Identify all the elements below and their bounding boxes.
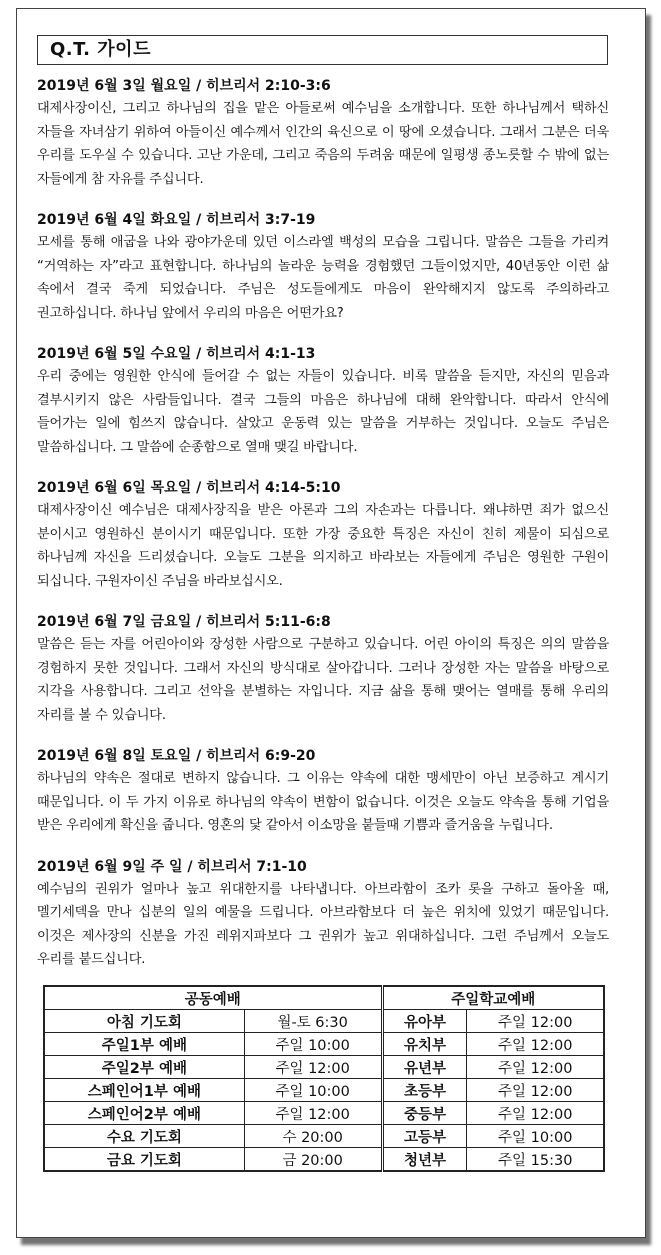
schedule-row bbox=[44, 1102, 604, 1125]
schedule-header-common: 공동예배 bbox=[44, 986, 382, 1010]
department-time: 주일 12:00 bbox=[467, 1079, 604, 1102]
qt-entry bbox=[37, 209, 609, 325]
service-time: 주일 12:00 bbox=[244, 1102, 382, 1125]
qt-entry-title: 2019년 6월 6일 목요일 / 히브리서 4:14-5:10 bbox=[37, 480, 341, 496]
qt-entry-title: 2019년 6월 4일 화요일 / 히브리서 3:7-19 bbox=[37, 212, 316, 228]
schedule-row bbox=[44, 1010, 604, 1033]
qt-entry-title: 2019년 6월 8일 토요일 / 히브리서 6:9-20 bbox=[37, 748, 316, 764]
schedule-row bbox=[44, 1056, 604, 1079]
qt-entry bbox=[37, 477, 609, 593]
department-name: 청년부 bbox=[382, 1148, 467, 1172]
department-name: 유아부 bbox=[382, 1010, 467, 1033]
service-time: 월-토 6:30 bbox=[244, 1010, 382, 1033]
department-time: 주일 15:30 bbox=[467, 1148, 604, 1172]
qt-entry-list bbox=[37, 75, 609, 990]
department-time: 주일 12:00 bbox=[467, 1033, 604, 1056]
department-time: 주일 10:00 bbox=[467, 1125, 604, 1148]
service-time: 주일 10:00 bbox=[244, 1079, 382, 1102]
department-name: 유치부 bbox=[382, 1033, 467, 1056]
service-name: 아침 기도회 bbox=[44, 1010, 244, 1033]
department-name: 초등부 bbox=[382, 1079, 467, 1102]
qt-entry-body: 하나님의 약속은 절대로 변하지 않습니다. 그 이유는 약속에 대한 맹세만이 아닌 보증하고 계시기 때문입니다. 이 두 가지 이유로 하나님의 약속이 변함이 없습니다. 이것은 오늘도 약속을 통해 기업을 받은 우리에게 확신을 줍니다. 영혼의 닻 같아서 이소망을 붙들때 기쁨과 즐거움을 누립니다. bbox=[37, 771, 609, 833]
service-name: 금요 기도회 bbox=[44, 1148, 244, 1172]
qt-entry-body: 예수님의 권위가 얼마나 높고 위대한지를 나타냅니다. 아브라함이 조카 롯을 구하고 돌아올 때, 멜기세덱을 만나 십분의 일의 예물을 드립니다. 아브라함보다 더 높은 위치에 있었기 때문입니다. 이것은 제사장의 신분을 가진 레위지파보다 그 권위가 높고 위대하십니다. 그런 주님께서 오늘도 우리를 붙드십니다. bbox=[37, 881, 609, 967]
schedule-header-row bbox=[44, 986, 604, 1010]
service-time: 금 20:00 bbox=[244, 1148, 382, 1172]
department-name: 중등부 bbox=[382, 1102, 467, 1125]
qt-entry-body: 대제사장이신, 그리고 하나님의 집을 맡은 아들로써 예수님을 소개합니다. 또한 하나님께서 택하신 자들을 자녀삼기 위하여 아들이신 예수께서 인간의 육신으로 이 땅에 오셨습니다. 그래서 그분은 더욱 우리를 도우실 수 있습니다. 고난 가운데, 그리고 죽음의 두려움 때문에 일평생 종노릇할 수 밖에 없는 자들에게 참 자유를 주십니다. bbox=[37, 101, 609, 187]
schedule-row bbox=[44, 1079, 604, 1102]
worship-schedule-table bbox=[43, 985, 605, 1172]
service-time: 주일 12:00 bbox=[244, 1056, 382, 1079]
schedule-header-sunday-school: 주일학교예배 bbox=[382, 986, 604, 1010]
department-time: 주일 12:00 bbox=[467, 1010, 604, 1033]
schedule-row bbox=[44, 1148, 604, 1172]
page-title: Q.T. 가이드 bbox=[37, 35, 608, 65]
bulletin-page bbox=[16, 8, 646, 1238]
qt-entry-body: 대제사장이신 예수님은 대제사장직을 받은 아론과 그의 자손과는 다릅니다. 왜냐하면 죄가 없으신 분이시고 영원하신 분이시기 때문입니다. 또한 가장 중요한 특징은 자신이 친히 제물이 되심으로 하나님께 자신을 드리셨습니다. 오늘도 그분을 의지하고 바라보는 자들에게 주님은 영원한 구원이 되십니다. 구원자이신 주님을 바라보십시오. bbox=[37, 503, 609, 589]
qt-entry bbox=[37, 856, 609, 972]
qt-entry-title: 2019년 6월 9일 주 일 / 히브리서 7:1-10 bbox=[37, 858, 307, 875]
qt-entry-body: 우리 중에는 영원한 안식에 들어갈 수 없는 자들이 있습니다. 비록 말씀을 듣지만, 자신의 믿음과 결부시키지 않은 사람들입니다. 결국 그들의 마음은 하나님에 대해 완악합니다. 따라서 안식에 들어가는 일에 힘쓰지 않습니다. 살았고 운동력 있는 말씀을 거부하는 것입니다. 오늘도 주님은 말씀하십니다. 그 말씀에 순종함으로 열매 맺길 바랍니다. bbox=[37, 369, 609, 455]
service-name: 스페인어2부 예배 bbox=[44, 1102, 244, 1125]
service-time: 수 20:00 bbox=[244, 1125, 382, 1148]
service-name: 스페인어1부 예배 bbox=[44, 1079, 244, 1102]
qt-entry-title: 2019년 6월 3일 월요일 / 히브리서 2:10-3:6 bbox=[37, 78, 331, 94]
service-name: 주일2부 예배 bbox=[44, 1056, 244, 1079]
qt-entry-title: 2019년 6월 5일 수요일 / 히브리서 4:1-13 bbox=[37, 346, 316, 362]
schedule-row bbox=[44, 1125, 604, 1148]
service-time: 주일 10:00 bbox=[244, 1033, 382, 1056]
department-name: 유년부 bbox=[382, 1056, 467, 1079]
department-time: 주일 12:00 bbox=[467, 1102, 604, 1125]
qt-entry-body: 말씀은 듣는 자를 어린아이와 장성한 사람으로 구분하고 있습니다. 어린 아이의 특징은 의의 말씀을 경험하지 못한 것입니다. 그래서 자신의 방식대로 살아갑니다. 그러나 장성한 자는 말씀을 바탕으로 지각을 사용합니다. 그리고 선악을 분별하는 자입니다. 지금 삶을 통해 맺어는 열매를 통해 우리의 자리를 볼 수 있습니다. bbox=[37, 637, 609, 723]
qt-entry bbox=[37, 745, 609, 838]
qt-entry bbox=[37, 75, 609, 191]
schedule-row bbox=[44, 1033, 604, 1056]
qt-entry-title: 2019년 6월 7일 금요일 / 히브리서 5:11-6:8 bbox=[37, 614, 331, 630]
qt-entry bbox=[37, 343, 609, 459]
department-name: 고등부 bbox=[382, 1125, 467, 1148]
qt-entry bbox=[37, 611, 609, 727]
service-name: 주일1부 예배 bbox=[44, 1033, 244, 1056]
qt-entry-body: 모세를 통해 애굽을 나와 광야가운데 있던 이스라엘 백성의 모습을 그립니다. 말씀은 그들을 가리켜 “거역하는 자”라고 표현합니다. 하나님의 놀라운 능력을 경험했던 그들이었지만, 40년동안 이런 삶 속에서 결국 죽게 되었습니다. 주님은 성도들에게도 마음이 완악해지지 않도록 주의하라고 권고하십니다. 하나님 앞에서 우리의 마음은 어떤가요? bbox=[37, 235, 609, 321]
service-name: 수요 기도회 bbox=[44, 1125, 244, 1148]
department-time: 주일 12:00 bbox=[467, 1056, 604, 1079]
